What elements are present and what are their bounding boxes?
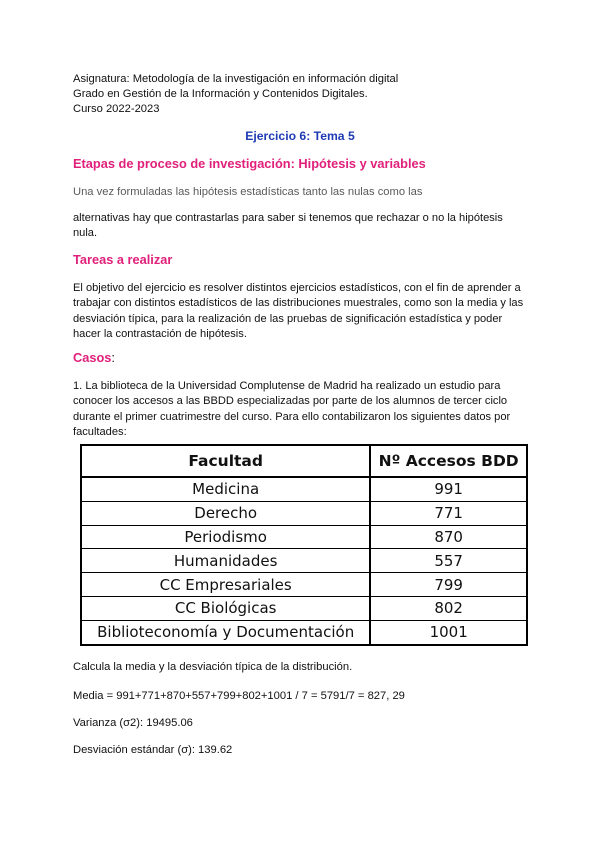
exercise-title: Ejercicio 6: Tema 5 bbox=[245, 129, 355, 143]
table-cell-facultad: CC Empresariales bbox=[81, 573, 370, 597]
table-row bbox=[81, 501, 527, 525]
table-cell-accesos: 870 bbox=[370, 525, 527, 549]
table-cell-facultad: Derecho bbox=[81, 501, 370, 525]
table-header-facultad: Facultad bbox=[81, 445, 370, 477]
intro-paragraph-2: alternativas hay que contrastarlas para saber si tenemos que rechazar o no la hipótesis nula. bbox=[73, 212, 503, 240]
section-title-casos bbox=[73, 350, 115, 365]
section-title-etapas: Etapas de proceso de investigación: Hipótesis y variables bbox=[73, 156, 426, 171]
case1-paragraph: 1. La biblioteca de la Universidad Complutense de Madrid ha realizado un estudio para conocer los accesos a las BBDD especializadas por parte de los alumnos de tercer ciclo durante el primer cuatrimestre del curso. Para ello contabilizaron los siguientes datos por facultades: bbox=[73, 380, 511, 439]
media-result: Media = 991+771+870+557+799+802+1001 / 7 = 5791/7 = 827, 29 bbox=[73, 690, 405, 702]
table-cell-accesos: 557 bbox=[370, 549, 527, 573]
table-cell-accesos: 802 bbox=[370, 596, 527, 620]
casos-label: Casos bbox=[73, 350, 112, 365]
degree-line: Grado en Gestión de la Información y Contenidos Digitales. bbox=[73, 88, 368, 100]
course-line: Curso 2022-2023 bbox=[73, 103, 160, 115]
table-cell-facultad: Humanidades bbox=[81, 549, 370, 573]
table-cell-facultad: Periodismo bbox=[81, 525, 370, 549]
desviacion-result: Desviación estándar (σ): 139.62 bbox=[73, 744, 233, 756]
table-cell-facultad: Medicina bbox=[81, 477, 370, 501]
varianza-result: Varianza (σ2): 19495.06 bbox=[73, 717, 193, 729]
casos-colon: : bbox=[111, 350, 115, 365]
accesses-table bbox=[80, 444, 528, 646]
subject-line: Asignatura: Metodología de la investigación en información digital bbox=[73, 73, 399, 85]
table-row bbox=[81, 549, 527, 573]
table-cell-accesos: 799 bbox=[370, 573, 527, 597]
table-row bbox=[81, 525, 527, 549]
table-header-accesos: Nº Accesos BDD bbox=[370, 445, 527, 477]
intro-paragraph-1: Una vez formuladas las hipótesis estadísticas tanto las nulas como las bbox=[73, 186, 423, 198]
table-row bbox=[81, 620, 527, 644]
table-header-row bbox=[81, 445, 527, 477]
table-cell-facultad: CC Biológicas bbox=[81, 596, 370, 620]
table-row bbox=[81, 596, 527, 620]
table-row bbox=[81, 477, 527, 501]
calc-prompt: Calcula la media y la desviación típica de la distribución. bbox=[73, 661, 353, 673]
tareas-paragraph: El objetivo del ejercicio es resolver distintos ejercicios estadísticos, con el fin de aprender a trabajar con distintos estadísticos de las distribuciones muestrales, como son la media y las desviación típica, para la realización de las pruebas de significación estadística y poder hacer la contrastación de hipótesis. bbox=[73, 282, 524, 341]
section-title-tareas: Tareas a realizar bbox=[73, 252, 173, 267]
table-cell-accesos: 771 bbox=[370, 501, 527, 525]
table-row bbox=[81, 573, 527, 597]
table-cell-accesos: 1001 bbox=[370, 620, 527, 644]
table-cell-facultad: Biblioteconomía y Documentación bbox=[81, 620, 370, 644]
table-cell-accesos: 991 bbox=[370, 477, 527, 501]
